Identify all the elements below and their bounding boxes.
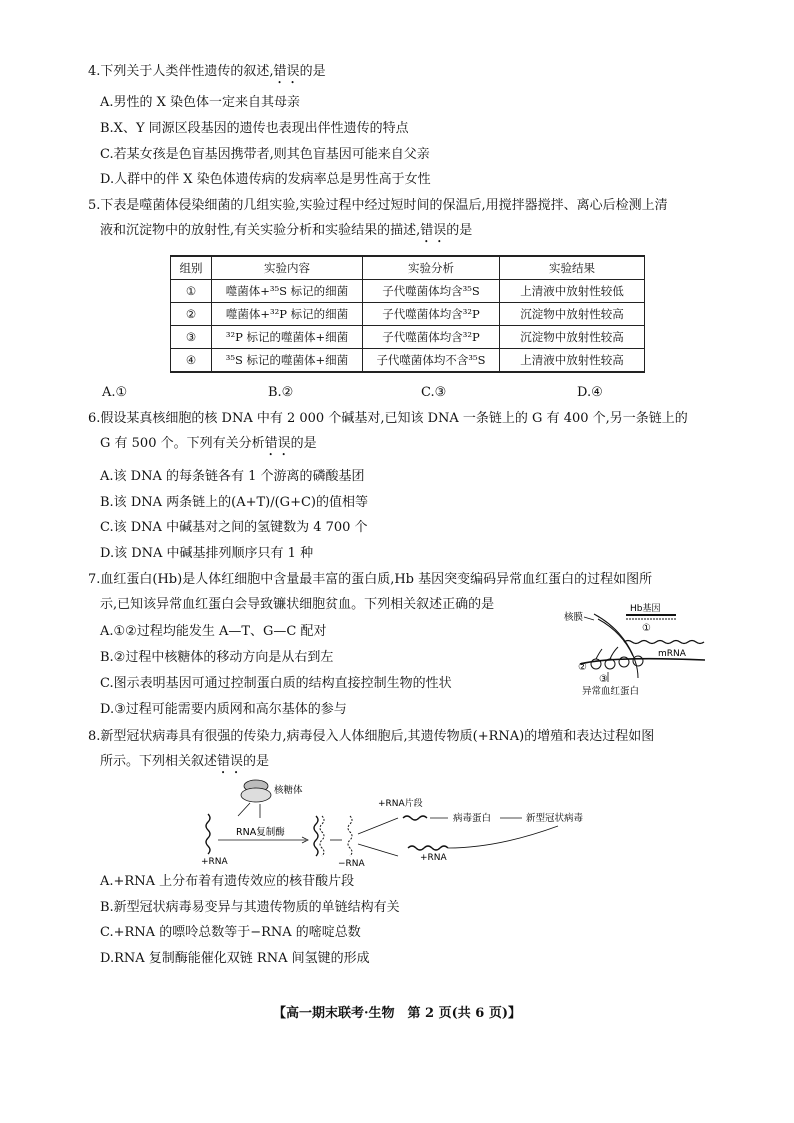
table-cell: ③ xyxy=(171,326,212,349)
new-virus-label: 新型冠状病毒 xyxy=(526,813,584,824)
table-cell: ³²P 标记的噬菌体+细菌 xyxy=(212,326,363,349)
fragment-label: +RNA片段 xyxy=(378,799,423,809)
assembly-arrow xyxy=(448,826,558,848)
table-row xyxy=(171,349,645,373)
minus-rna-wave xyxy=(348,816,352,856)
table-header: 实验内容 xyxy=(212,256,363,280)
table-cell: 上清液中放射性较高 xyxy=(500,349,645,373)
membrane-pointer xyxy=(584,617,594,620)
q4-stem: 4.下列关于人类伴性遗传的叙述,错误的是 xyxy=(88,64,326,79)
minus-rna-label: −RNA xyxy=(338,859,365,869)
table-cell: ① xyxy=(171,280,212,303)
experiment-table xyxy=(170,255,645,373)
double-strand-left xyxy=(314,816,318,856)
table-cell: 子代噬菌体均不含³⁵S xyxy=(363,349,500,373)
table-header: 实验分析 xyxy=(363,256,500,280)
table-header: 实验结果 xyxy=(500,256,645,280)
q6-option-a: A.该 DNA 的每条链各有 1 个游离的磷酸基团 xyxy=(100,469,365,484)
q6-option-d: D.该 DNA 中碱基排列顺序只有 1 种 xyxy=(100,546,314,561)
q5-stem-line2: 液和沉淀物中的放射性,有关实验分析和实验结果的描述,错误的是 xyxy=(100,223,473,238)
q7-option-b: B.②过程中核糖体的移动方向是从右到左 xyxy=(100,650,334,665)
arrow-to-ribosome xyxy=(238,803,250,816)
plus-rna-product-wave xyxy=(408,846,448,850)
q8-option-b: B.新型冠状病毒易变异与其遗传物质的单链结构有关 xyxy=(100,900,400,915)
mrna-wave xyxy=(624,641,704,644)
step-1-label: ① xyxy=(642,623,651,634)
gene-label: Hb基因 xyxy=(630,604,661,614)
double-strand-right xyxy=(320,816,324,856)
table-cell: ② xyxy=(171,303,212,326)
q4-option-d: D.人群中的伴 X 染色体遗传病的发病率总是男性高于女性 xyxy=(100,172,431,187)
ribosome-large-subunit xyxy=(241,788,271,802)
table-cell: 沉淀物中放射性较高 xyxy=(500,303,645,326)
q6-option-c: C.该 DNA 中碱基对之间的氢键数为 4 700 个 xyxy=(100,520,368,535)
virus-protein-label: 病毒蛋白 xyxy=(453,813,492,824)
arrow-to-plus-rna xyxy=(358,844,398,856)
step-3-label: ③ xyxy=(599,674,608,685)
q6-stem-line1: 6.假设某真核细胞的核 DNA 中有 2 000 个碱基对,已知该 DNA 一条链上的 G 有 400 个,另一条链上的 xyxy=(88,411,688,426)
plus-rna-wave xyxy=(206,814,210,854)
table-header: 组别 xyxy=(171,256,212,280)
table-cell: 子代噬菌体均含³⁵S xyxy=(363,280,500,303)
table-header-row xyxy=(171,256,645,280)
q8-stem-line2: 所示。下列相关叙述错误的是 xyxy=(100,754,270,769)
membrane-label: 核膜 xyxy=(564,612,584,623)
table-cell: 子代噬菌体均含³²P xyxy=(363,326,500,349)
virus-replication-figure xyxy=(198,778,598,870)
protein-label: 异常血红蛋白 xyxy=(582,686,640,697)
hb-expression-figure xyxy=(560,598,710,698)
q5-option-c: C.③ xyxy=(421,385,447,400)
q8-option-c: C.+RNA 的嘌呤总数等于−RNA 的嘧啶总数 xyxy=(100,925,361,940)
q5-option-d: D.④ xyxy=(577,385,603,400)
table-cell: 上清液中放射性较低 xyxy=(500,280,645,303)
q7-option-a: A.①②过程均能发生 A—T、G—C 配对 xyxy=(100,624,327,639)
q8-option-d: D.RNA 复制酶能催化双链 RNA 间氢键的形成 xyxy=(100,951,370,966)
page-footer: 【高一期末联考·生物 第 2 页(共 6 页)】 xyxy=(272,1006,522,1021)
peptide-chain xyxy=(610,647,618,659)
mrna-label: mRNA xyxy=(658,649,686,659)
arrow-to-fragment xyxy=(358,818,398,834)
table-cell: ³⁵S 标记的噬菌体+细菌 xyxy=(212,349,363,373)
q7-option-c: C.图示表明基因可通过控制蛋白质的结构直接控制生物的性状 xyxy=(100,676,452,691)
q7-option-d: D.③过程可能需要内质网和高尔基体的参与 xyxy=(100,702,347,717)
q7-stem-line1: 7.血红蛋白(Hb)是人体红细胞中含量最丰富的蛋白质,Hb 基因突变编码异常血红蛋白的过程如图所 xyxy=(88,572,653,587)
table-cell: 沉淀物中放射性较高 xyxy=(500,326,645,349)
table-cell: 噬菌体+³²P 标记的细菌 xyxy=(212,303,363,326)
nuclear-membrane-outer xyxy=(594,614,638,678)
peptide-chain xyxy=(596,649,602,659)
q5-stem-line1: 5.下表是噬菌体侵染细菌的几组实验,实验过程中经过短时间的保温后,用搅拌器搅拌、离心后检测上清 xyxy=(88,198,668,213)
q4-option-a: A.男性的 X 染色体一定来自其母亲 xyxy=(100,95,301,110)
plus-rna-label: +RNA xyxy=(201,857,228,867)
table-cell: 噬菌体+³⁵S 标记的细菌 xyxy=(212,280,363,303)
q5-option-a: A.① xyxy=(102,385,128,400)
q6-stem-line2: G 有 500 个。下列有关分析错误的是 xyxy=(100,436,317,451)
q8-stem-line1: 8.新型冠状病毒具有很强的传染力,病毒侵入人体细胞后,其遗传物质(+RNA)的增殖和表达过程如图 xyxy=(88,729,655,744)
fragment-wave xyxy=(403,816,427,820)
q5-option-b: B.② xyxy=(268,385,294,400)
q6-option-b: B.该 DNA 两条链上的(A+T)/(G+C)的值相等 xyxy=(100,495,368,510)
table-cell: ④ xyxy=(171,349,212,373)
table-row xyxy=(171,280,645,303)
q7-stem-line2: 示,已知该异常血红蛋白会导致镰状细胞贫血。下列相关叙述正确的是 xyxy=(100,597,495,612)
step-2-label: ② xyxy=(578,662,587,673)
q4-option-b: B.X、Y 同源区段基因的遗传也表现出伴性遗传的特点 xyxy=(100,121,409,136)
ribosome-label: 核糖体 xyxy=(274,785,303,796)
polymerase-label: RNA复制酶 xyxy=(236,827,285,838)
table-row xyxy=(171,326,645,349)
table-cell: 子代噬菌体均含³²P xyxy=(363,303,500,326)
ribosome-icon xyxy=(633,656,643,666)
q4-option-c: C.若某女孩是色盲基因携带者,则其色盲基因可能来自父亲 xyxy=(100,147,430,162)
q8-option-a: A.+RNA 上分布着有遗传效应的核苷酸片段 xyxy=(100,874,355,889)
table-row xyxy=(171,303,645,326)
plus-rna-product-label: +RNA xyxy=(420,853,447,863)
